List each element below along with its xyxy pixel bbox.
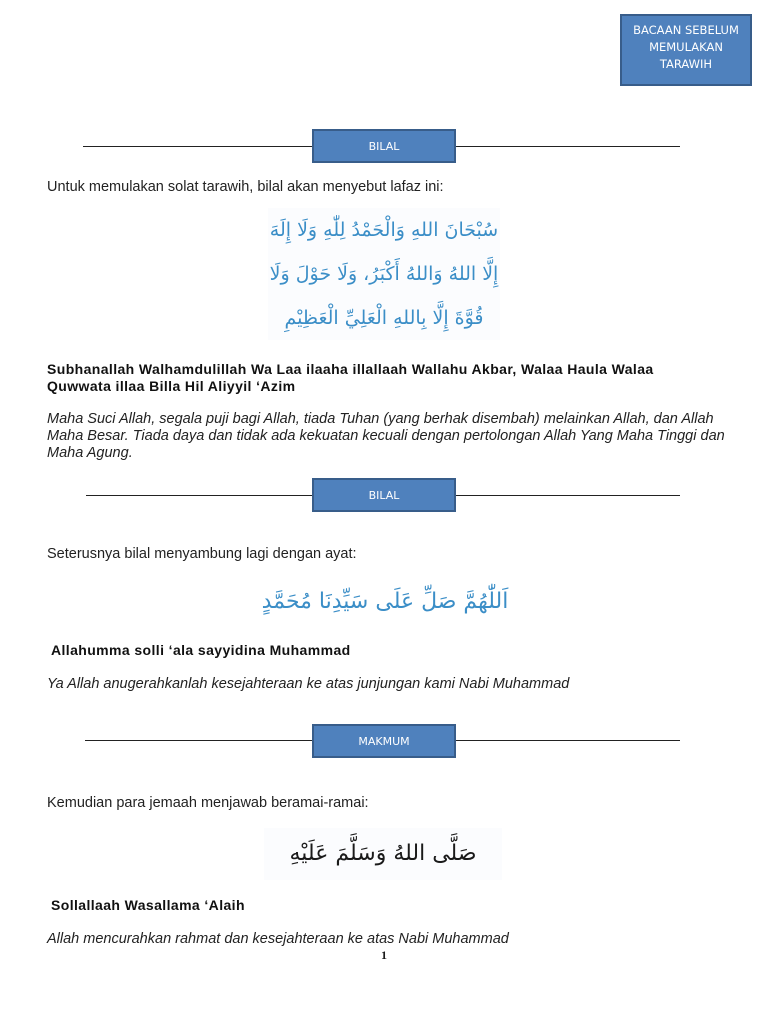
page-title-box bbox=[620, 14, 752, 86]
transliteration: Subhanallah Walhamdulillah Wa Laa ilaaha illallaah Wallahu Akbar, Walaa Haula Walaa Quwwata illaa Billa Hil Aliyyil ‘Azim bbox=[47, 361, 654, 394]
arabic-line: صَلَّى اللهُ وَسَلَّمَ عَلَيْهِ bbox=[289, 841, 477, 866]
section-label-bilal: BILAL bbox=[312, 478, 456, 512]
arabic-text-response bbox=[264, 828, 502, 880]
section-intro: Kemudian para jemaah menjawab beramai-ramai: bbox=[47, 795, 369, 811]
section-intro: Seterusnya bilal menyambung lagi dengan ayat: bbox=[47, 546, 357, 562]
page-title-line: TARAWIH bbox=[659, 57, 713, 71]
page-title-line: BACAAN SEBELUM bbox=[633, 23, 739, 37]
meaning-text: Maha Suci Allah, segala puji bagi Allah, tiada Tuhan (yang berhak disembah) melainkan Allah, dan Allah Maha Besar. Tiada daya dan tidak ada kekuatan kecuali dengan pertolongan Allah Yang Maha Tinggi dan Maha Agung. bbox=[47, 411, 725, 461]
arabic-line: اَللّٰهُمَّ صَلِّ عَلَى سَيِّدِنَا مُحَمَّدٍ bbox=[261, 589, 509, 614]
page-title-line: MEMULAKAN bbox=[649, 40, 723, 54]
arabic-line: إِلَّا اللهُ وَاللهُ أَكْبَرُ، وَلَا حَوْلَ وَلَا bbox=[269, 263, 499, 285]
transliteration: Sollallaah Wasallama ‘Alaih bbox=[51, 897, 245, 913]
arabic-text-selawat bbox=[250, 584, 520, 620]
arabic-line: قُوَّةَ إِلَّا بِاللهِ الْعَلِيِّ الْعَظِيْمِ bbox=[284, 307, 484, 329]
section-label-makmum: MAKMUM bbox=[312, 724, 456, 758]
arabic-line: سُبْحَانَ اللهِ وَالْحَمْدُ لِلّٰهِ وَلَا إِلَهَ bbox=[269, 219, 499, 241]
meaning-text: Allah mencurahkan rahmat dan kesejahteraan ke atas Nabi Muhammad bbox=[47, 931, 509, 947]
section-intro: Untuk memulakan solat tarawih, bilal akan menyebut lafaz ini: bbox=[47, 179, 444, 195]
section-label-bilal: BILAL bbox=[312, 129, 456, 163]
transliteration: Allahumma solli ‘ala sayyidina Muhammad bbox=[51, 642, 351, 658]
meaning-text: Ya Allah anugerahkanlah kesejahteraan ke atas junjungan kami Nabi Muhammad bbox=[47, 676, 570, 692]
page-number: 1 bbox=[381, 948, 387, 962]
arabic-text-tasbih bbox=[268, 208, 500, 340]
